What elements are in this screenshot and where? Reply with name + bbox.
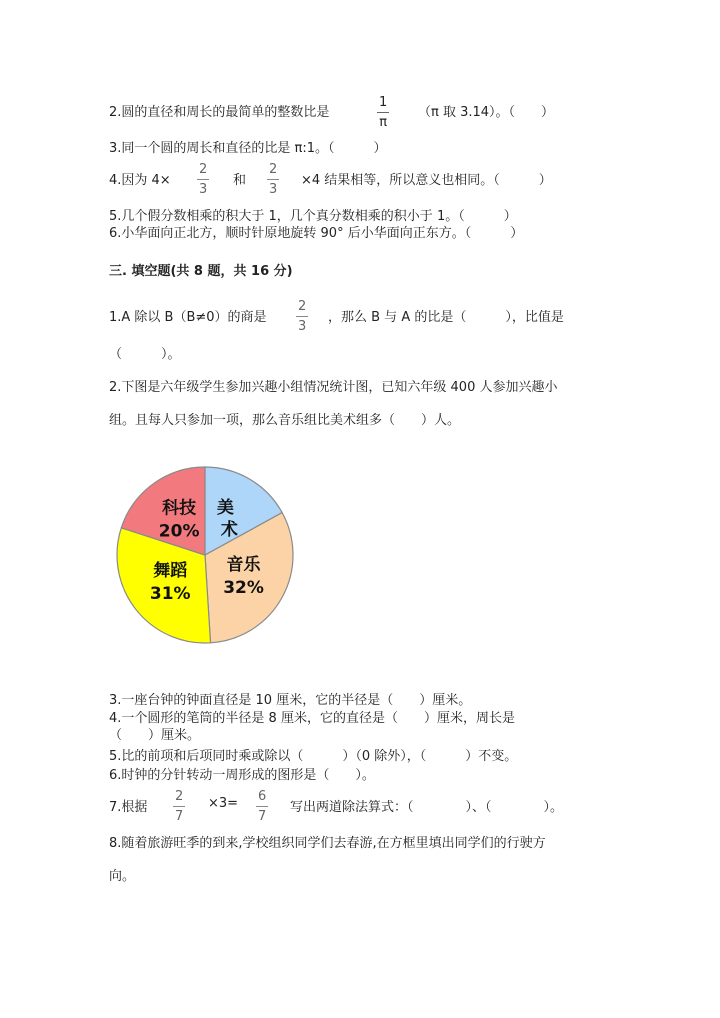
judge-q6: 6.小华面向正北方，顺时针原地旋转 90° 后小华面向正东方。（ ） <box>109 226 524 241</box>
fill-q1-after: ，那么 B 与 A 的比是（ ），比值是 <box>328 310 564 325</box>
fraction-6-7 <box>256 790 268 823</box>
pie-label-name-科技: 科技 <box>162 498 197 519</box>
fill-q7-before: 7.根据 <box>109 800 148 815</box>
fraction-numerator: 2 <box>267 163 279 180</box>
fill-q2-line1: 2.下图是六年级学生参加兴趣小组情况统计图，已知六年级 400 人参加兴趣小 <box>109 380 558 395</box>
fraction-denominator: 3 <box>199 182 208 197</box>
pie-label-name-音乐: 音乐 <box>226 555 261 576</box>
judge-q2-after: （π 取 3.14）。（ ） <box>418 105 555 120</box>
fill-q1-line2: （ ）。 <box>109 347 181 362</box>
pie-label-value-舞蹈: 31% <box>149 583 191 604</box>
fraction-2-3-b <box>267 163 279 196</box>
fraction-1-over-pi <box>377 96 389 129</box>
pie-label-value-音乐: 32% <box>223 578 264 599</box>
fraction-2-3-c <box>296 300 308 333</box>
fraction-denominator: 7 <box>175 809 184 824</box>
judge-q4-end: ×4 结果相等，所以意义也相同。（ ） <box>301 173 552 188</box>
section-title: 三. 填空题(共 8 题，共 16 分) <box>109 264 293 279</box>
judge-q4-mid: 和 <box>233 173 247 188</box>
fraction-denominator: π <box>379 115 388 130</box>
pie-label-name2-美术: 术 <box>220 520 238 541</box>
fill-q6: 6.时钟的分针转动一周形成的图形是（ ）。 <box>109 768 375 783</box>
judge-q4-start: 4.因为 4× <box>109 173 171 188</box>
fill-q4-line2: （ ）厘米。 <box>109 728 201 743</box>
fraction-numerator: 2 <box>296 300 308 317</box>
pie-chart <box>105 455 305 655</box>
fill-q4-line1: 4.一个圆形的笔筒的半径是 8 厘米，它的直径是（ ）厘米，周长是 <box>109 711 515 726</box>
judge-q3: 3.同一个圆的周长和直径的比是 π:1。（ ） <box>109 141 387 156</box>
pie-label-name-舞蹈: 舞蹈 <box>153 560 188 581</box>
fill-q7-mid: ×3= <box>208 796 239 811</box>
fill-q2-line2: 组。且每人只参加一项，那么音乐组比美术组多（ ）人。 <box>109 413 461 428</box>
fraction-denominator: 3 <box>298 319 307 334</box>
fraction-numerator: 1 <box>377 96 389 113</box>
fill-q8-line1: 8.随着旅游旺季的到来,学校组织同学们去春游,在方框里填出同学们的行驶方 <box>109 836 546 851</box>
fraction-numerator: 6 <box>256 790 268 807</box>
fraction-2-3-a <box>197 163 209 196</box>
fraction-denominator: 7 <box>258 809 267 824</box>
fraction-2-7 <box>173 790 185 823</box>
fraction-denominator: 3 <box>269 182 278 197</box>
fill-q8-line2: 向。 <box>109 869 136 884</box>
judge-q5: 5.几个假分数相乘的积大于 1，几个真分数相乘的积小于 1。（ ） <box>109 209 517 224</box>
fill-q5: 5.比的前项和后项同时乘或除以（ ）（0 除外），（ ）不变。 <box>109 749 518 764</box>
judge-q2 <box>109 101 329 120</box>
fill-q3: 3.一座台钟的钟面直径是 10 厘米，它的半径是（ ）厘米。 <box>109 693 472 708</box>
fill-q7-after: 写出两道除法算式：（ ）、（ ）。 <box>290 800 564 815</box>
fraction-numerator: 2 <box>173 790 185 807</box>
judge-q2-text: 2.圆的直径和周长的最简单的整数比是 <box>109 105 330 120</box>
pie-label-value-科技: 20% <box>158 521 200 542</box>
fraction-numerator: 2 <box>197 163 209 180</box>
pie-label-name-美术: 美 <box>216 498 234 519</box>
fill-q1-before: 1.A 除以 B（B≠0）的商是 <box>109 310 267 325</box>
